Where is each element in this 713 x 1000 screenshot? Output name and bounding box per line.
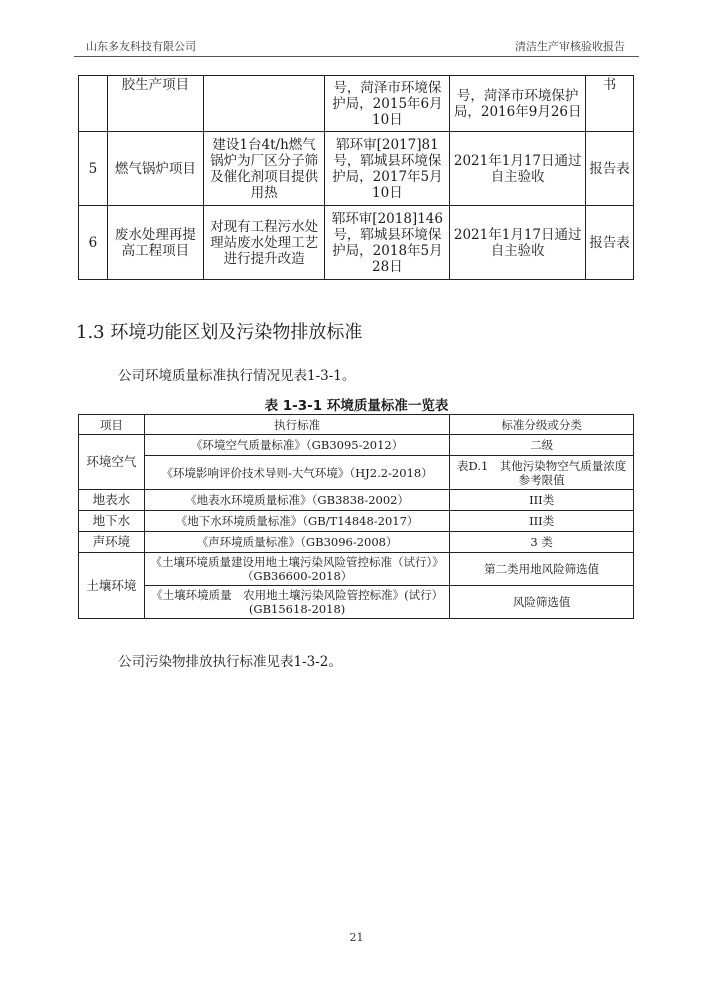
project-content: 对现有工程污水处理站废水处理工艺进行提升改造	[203, 206, 325, 280]
paragraph: 公司环境质量标准执行情况见表1-3-1。	[118, 368, 356, 384]
header-report-title: 清洁生产审核验收报告	[515, 40, 625, 53]
project-name: 废水处理再提高工程项目	[107, 206, 203, 280]
project-acceptance: 号，菏泽市环境保护局，2016年9月26日	[450, 76, 586, 132]
table-row	[79, 532, 634, 553]
project-type: 书	[586, 76, 634, 132]
project-content	[203, 76, 325, 132]
standard-name: 《地下水环境质量标准》（GB/T14848-2017）	[144, 511, 449, 532]
table-row	[79, 586, 634, 619]
project-acceptance: 2021年1月17日通过自主验收	[450, 206, 586, 280]
standard-item: 土壤环境	[79, 553, 145, 619]
standard-grade: 风险筛选值	[450, 586, 634, 619]
column-header: 项目	[79, 415, 145, 435]
paragraph: 公司污染物排放执行标准见表1-3-2。	[118, 654, 342, 670]
header-divider	[74, 56, 639, 57]
project-name: 燃气锅炉项目	[107, 132, 203, 206]
standard-name: 《环境空气质量标准》（GB3095-2012）	[144, 435, 449, 456]
standard-name: 《土壤环境质量 农用地土壤污染风险管控标准》(试行）(GB15618-2018)	[144, 586, 449, 619]
project-no: 5	[79, 132, 108, 206]
table-header-row	[79, 415, 634, 435]
standard-name: 《地表水环境质量标准》（GB3838-2002）	[144, 490, 449, 511]
standard-grade: 表D.1 其他污染物空气质量浓度参考限值	[450, 456, 634, 490]
table-row	[79, 132, 634, 206]
header-company: 山东多友科技有限公司	[86, 40, 196, 53]
project-acceptance: 2021年1月17日通过自主验收	[450, 132, 586, 206]
standard-item: 环境空气	[79, 435, 145, 490]
standard-grade: 二级	[450, 435, 634, 456]
table-caption: 表 1-3-1 环境质量标准一览表	[264, 398, 449, 414]
page-number: 21	[349, 931, 364, 944]
standard-item: 声环境	[79, 532, 145, 553]
project-no	[79, 76, 108, 132]
standard-name: 《环境影响评价技术导则-大气环境》（HJ2.2-2018）	[144, 456, 449, 490]
project-content: 建设1台4t/h燃气锅炉为厂区分子筛及催化剂项目提供用热	[203, 132, 325, 206]
project-type: 报告表	[586, 206, 634, 280]
table-row	[79, 435, 634, 456]
project-name: 胶生产项目	[107, 76, 203, 132]
table-row	[79, 206, 634, 280]
standard-grade: 3 类	[450, 532, 634, 553]
project-approval: 号，菏泽市环境保护局，2015年6月10日	[325, 76, 450, 132]
standard-grade: 第二类用地风险筛选值	[450, 553, 634, 586]
section-title: 1.3 环境功能区划及污染物排放标准	[76, 322, 363, 343]
project-approval: 郓环审[2018]146号，郓城县环境保护局，2018年5月28日	[325, 206, 450, 280]
table-row	[79, 456, 634, 490]
table-row	[79, 511, 634, 532]
column-header: 执行标准	[144, 415, 449, 435]
standard-name: 《声环境质量标准》（GB3096-2008）	[144, 532, 449, 553]
project-approval: 郓环审[2017]81号，郓城县环境保护局，2017年5月10日	[325, 132, 450, 206]
table-row	[79, 76, 634, 132]
table-row	[79, 553, 634, 586]
table-row	[79, 490, 634, 511]
standards-table	[78, 414, 634, 619]
standard-grade: III类	[450, 490, 634, 511]
standard-name: 《土壤环境质量建设用地土壤污染风险管控标准（试行）》（GB36600-2018）	[144, 553, 449, 586]
project-type: 报告表	[586, 132, 634, 206]
standard-item: 地下水	[79, 511, 145, 532]
column-header: 标准分级或分类	[450, 415, 634, 435]
project-table	[78, 75, 634, 280]
standard-item: 地表水	[79, 490, 145, 511]
standard-grade: III类	[450, 511, 634, 532]
project-no: 6	[79, 206, 108, 280]
